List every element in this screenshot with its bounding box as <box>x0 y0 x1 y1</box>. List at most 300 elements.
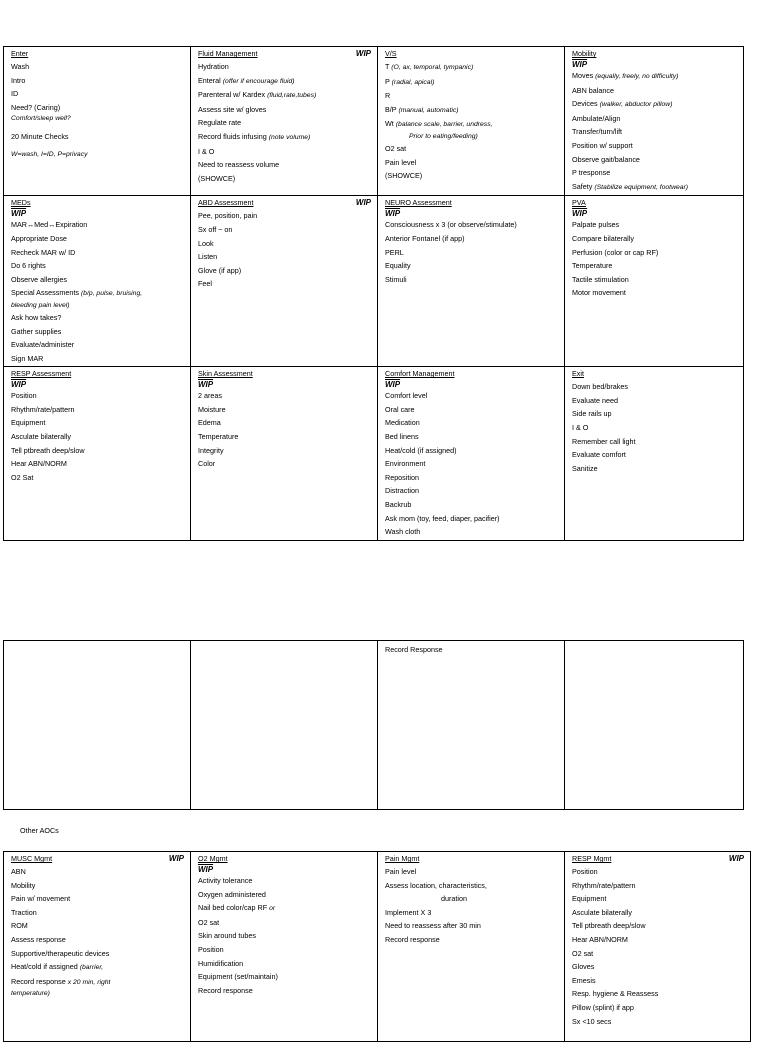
checklist-item-text: I & O <box>572 423 589 433</box>
checklist-item <box>385 444 558 458</box>
checklist-item <box>385 75 558 90</box>
checklist-item <box>198 264 371 278</box>
other-aocs-heading: Other AOCs <box>20 826 59 835</box>
checklist-item-text: Bed linens <box>385 432 419 442</box>
checklist-item-note: (barrier, <box>79 964 104 972</box>
checklist-item-text: Evaluate/administer <box>11 340 75 350</box>
checklist-item-text: Need? (Caring) <box>11 102 61 112</box>
blank-cell-record-response <box>378 641 565 810</box>
checklist-item <box>572 906 744 920</box>
checklist-item <box>198 116 371 130</box>
checklist-item-text: Equipment (set/maintain) <box>198 972 278 982</box>
checklist-item-text: ABN balance <box>572 85 614 95</box>
checklist-item-text: (SHOWCE) <box>198 173 236 183</box>
checklist-item <box>385 933 558 947</box>
checklist-item <box>572 462 737 476</box>
checklist-item-text: Emesis <box>572 975 596 985</box>
card-enter <box>4 47 191 196</box>
checklist-item-text: Heat/cold if assigned <box>11 962 80 972</box>
checklist-item <box>385 142 558 156</box>
checklist-item-text: Comfort level <box>385 391 428 401</box>
checklist-item-text: bleeding pain level) <box>11 301 70 309</box>
checklist-item-text: Integrity <box>198 445 224 455</box>
checklist-item-text: P <box>385 76 392 86</box>
checklist-item-text: Ambulate/Align <box>572 113 621 123</box>
card-vital-signs <box>378 47 565 196</box>
wip-label: WIP <box>728 854 744 863</box>
checklist-item <box>11 416 184 430</box>
wip-label: $\overline{WIP}$ <box>385 380 401 390</box>
checklist-item <box>198 416 371 430</box>
checklist-item-text: I & O <box>198 146 215 156</box>
checklist-item-text: O2 sat <box>198 917 220 927</box>
checklist-item <box>198 957 371 971</box>
checklist-item <box>385 273 558 287</box>
checklist-item-text: Skin around tubes <box>198 931 256 941</box>
checklist-item-text: MAR↔Med↔Expiration <box>11 220 88 230</box>
checklist-item-text: Backrub <box>385 500 412 510</box>
checklist-item-text: Palpate pulses <box>572 220 620 230</box>
checklist-item <box>11 286 184 301</box>
checklist-item-text: Hear ABN/NORM <box>11 459 67 469</box>
checklist-item <box>11 879 184 893</box>
checklist-item-text: Ask how takes? <box>11 312 62 322</box>
card-resp-assessment <box>4 367 191 541</box>
checklist-item-text: Pain level <box>385 867 417 876</box>
checklist-item <box>572 97 737 112</box>
checklist-item-text: Heat/cold (if assigned) <box>385 445 457 455</box>
checklist-item-text: Rhythm/rate/pattern <box>11 404 75 414</box>
blank-cell-2 <box>191 641 378 810</box>
checklist-item <box>385 892 558 906</box>
checklist-item-text: Environment <box>385 459 426 469</box>
card-o2-mgmt <box>191 852 378 1042</box>
card-resp-mgmt <box>565 852 751 1042</box>
checklist-item-note: (offer if encourage fluid) <box>222 77 295 85</box>
checklist-item <box>385 169 558 183</box>
checklist-item <box>198 403 371 417</box>
checklist-item-text: Consciousness x 3 (or observe/stimulate) <box>385 220 517 230</box>
checklist-item <box>11 960 184 975</box>
checklist-item-text: Evaluate need <box>572 395 618 405</box>
checklist-item <box>572 259 737 273</box>
checklist-item <box>11 87 184 101</box>
card-title: Enter <box>11 49 29 58</box>
checklist-item-text: Moves <box>572 71 596 80</box>
checklist-item <box>11 114 184 124</box>
checklist-item <box>385 879 558 893</box>
card-skin-assessment <box>191 367 378 541</box>
checklist-item-text: Position <box>572 867 598 876</box>
checklist-item-text: Hydration <box>198 62 229 71</box>
checklist-item-text: Equipment <box>11 418 46 428</box>
checklist-item-text: Compare bilaterally <box>572 233 634 243</box>
checklist-item-text: Sx <10 secs <box>572 1016 612 1026</box>
checklist-item <box>572 112 737 126</box>
checklist-item-text: Medication <box>385 418 420 428</box>
card-title: V/S <box>385 49 397 58</box>
checklist-item-text: Observe allergies <box>11 274 67 284</box>
checklist-item <box>198 223 371 237</box>
wip-label: WIP <box>168 854 184 863</box>
checklist-item-text: Enteral <box>198 75 223 85</box>
card-exit <box>565 367 744 541</box>
card-meds <box>4 196 191 367</box>
checklist-item <box>11 403 184 417</box>
checklist-item <box>385 403 558 417</box>
checklist-item <box>572 139 737 153</box>
checklist-item-note: x 20 min, right <box>67 978 111 986</box>
checklist-item-text: Look <box>198 238 214 248</box>
checklist-item <box>572 273 737 287</box>
checklist-item-text: Pain w/ movement <box>11 894 71 904</box>
checklist-item-text: Wash <box>11 62 30 71</box>
checklist-item <box>11 130 184 144</box>
checklist-item <box>11 301 184 311</box>
checklist-item <box>11 311 184 325</box>
checklist-item <box>198 130 371 145</box>
checklist-item <box>385 865 558 879</box>
checklist-item-text: Assess site w/ gloves <box>198 104 267 114</box>
card-title: MEDs <box>11 198 31 208</box>
checklist-item <box>198 145 371 159</box>
checklist-item <box>385 218 558 232</box>
checklist-item <box>572 865 744 879</box>
checklist-item <box>572 947 744 961</box>
checklist-item <box>572 933 744 947</box>
checklist-item <box>572 380 737 394</box>
checklist-item <box>198 916 371 930</box>
checklist-item <box>385 498 558 512</box>
checklist-item-text: Listen <box>198 252 218 262</box>
checklist-item-text: Wt <box>385 119 396 129</box>
card-fluid-management <box>191 47 378 196</box>
checklist-item-text: Gloves <box>572 962 595 972</box>
aoc-grid-blank <box>3 640 744 810</box>
checklist-item-text: Assess location, characteristics, <box>385 880 487 890</box>
checklist-item-text: Sanitize <box>572 463 598 473</box>
checklist-item <box>11 471 184 485</box>
checklist-item-note: or <box>269 905 276 913</box>
wip-label: WIP <box>355 198 371 208</box>
checklist-item <box>385 919 558 933</box>
checklist-item-text: Comfort/sleep well? <box>11 115 71 123</box>
checklist-item-text: ABN <box>11 867 26 876</box>
wip-label: $\overline{WIP}$ <box>198 380 214 390</box>
checklist-item <box>572 448 737 462</box>
checklist-item-text: Record response <box>198 985 253 995</box>
checklist-item <box>385 512 558 526</box>
checklist-item <box>385 117 558 132</box>
checklist-item-text: Devices <box>572 99 600 109</box>
checklist-item-text: O2 sat <box>385 143 407 153</box>
checklist-item-text: Asculate bilaterally <box>11 432 71 442</box>
checklist-item-text: Need to reassess after 30 min <box>385 921 481 931</box>
checklist-item <box>198 430 371 444</box>
checklist-item-text: Transfer/turn/lift <box>572 127 623 137</box>
checklist-item <box>11 892 184 906</box>
checklist-item <box>198 389 371 403</box>
checklist-item <box>11 457 184 471</box>
checklist-item <box>198 901 371 916</box>
checklist-item <box>11 101 184 115</box>
checklist-item-text: Oxygen administered <box>198 889 266 899</box>
checklist-item <box>11 273 184 287</box>
checklist-item-text: Safety <box>572 181 595 191</box>
checklist-item-text: Position w/ support <box>572 140 633 150</box>
checklist-item <box>11 947 184 961</box>
checklist-item-text: duration <box>441 894 467 904</box>
checklist-item-text: Evaluate comfort <box>572 450 626 460</box>
checklist-item-text: Mobility <box>11 880 36 890</box>
checklist-item-text: Do 6 rights <box>11 261 46 271</box>
checklist-item <box>11 919 184 933</box>
checklist-item-text: (SHOWCE) <box>385 171 423 181</box>
checklist-item <box>11 60 184 74</box>
checklist-item <box>198 60 371 74</box>
checklist-item <box>11 865 184 879</box>
checklist-item-text: O2 Sat <box>11 472 34 482</box>
checklist-item <box>572 84 737 98</box>
checklist-item-note: (b/p, pulse, bruising, <box>80 290 143 298</box>
checklist-item <box>198 74 371 89</box>
checklist-item-text: Stimuli <box>385 274 407 284</box>
checklist-item <box>572 69 737 84</box>
checklist-item-text: 20 Minute Checks <box>11 132 69 142</box>
checklist-item-note: (O, ax, temporal, tympanic) <box>391 64 474 71</box>
checklist-item <box>198 237 371 251</box>
checklist-item-text: T <box>385 62 392 71</box>
wip-label: $\overline{WIP}$ <box>572 209 588 219</box>
checklist-item-text: Position <box>198 944 224 954</box>
aoc-grid-main <box>3 46 744 541</box>
checklist-item-text: Traction <box>11 907 37 917</box>
checklist-item-text: Remember call light <box>572 436 636 446</box>
card-comfort-management <box>378 367 565 541</box>
checklist-item <box>572 394 737 408</box>
checklist-item-text: Distraction <box>385 486 419 496</box>
checklist-item <box>198 984 371 998</box>
card-pva <box>565 196 744 367</box>
checklist-item <box>11 150 184 160</box>
checklist-item-text: Temperature <box>572 261 613 271</box>
checklist-item-text: Side rails up <box>572 409 612 419</box>
checklist-item-text: PERL <box>385 247 404 257</box>
wip-label: WIP <box>355 49 371 58</box>
card-mobility <box>565 47 744 196</box>
checklist-item <box>572 919 744 933</box>
checklist-item-text: Glove (if app) <box>198 265 242 275</box>
checklist-item-note: (equally, freely, no difficulty) <box>595 73 679 80</box>
checklist-item-text: Anterior Fontanel (if app) <box>385 233 465 243</box>
checklist-item <box>11 933 184 947</box>
checklist-item <box>385 457 558 471</box>
checklist-item-text: Edema <box>198 418 221 428</box>
checklist-item-text: Prior to eating/feeding) <box>409 132 478 140</box>
checklist-item <box>572 1001 744 1015</box>
checklist-item <box>385 259 558 273</box>
checklist-item <box>11 989 184 999</box>
checklist-item <box>572 974 744 988</box>
checklist-item <box>572 987 744 1001</box>
checklist-item <box>11 338 184 352</box>
checklist-item <box>198 88 371 103</box>
checklist-item-text: Moisture <box>198 404 226 414</box>
checklist-item <box>198 277 371 291</box>
card-title: PVA <box>572 198 586 208</box>
checklist-item-note: (manual, automatic) <box>398 106 459 114</box>
checklist-item-note: (walker, abductor pillow) <box>599 101 673 109</box>
checklist-item-text: Nail bed color/cap RF <box>198 903 270 913</box>
checklist-item <box>572 892 744 906</box>
checklist-item <box>385 389 558 403</box>
checklist-item-text: Record fluids infusing <box>198 131 269 141</box>
blank-cell-4 <box>565 641 744 810</box>
checklist-item-text: Assess response <box>11 934 66 944</box>
checklist-item <box>572 218 737 232</box>
card-title: NEURO Assessment <box>385 198 452 208</box>
checklist-item-text: ROM <box>11 921 28 931</box>
checklist-item-text: Appropriate Dose <box>11 233 67 243</box>
checklist-item-note: (fluid,rate,tubes) <box>267 92 317 100</box>
checklist-item <box>572 407 737 421</box>
checklist-item <box>385 906 558 920</box>
checklist-item-text: Color <box>198 459 216 469</box>
checklist-item-text: Parenteral w/ Kardex <box>198 90 268 100</box>
blank-cell-1 <box>4 641 191 810</box>
checklist-item <box>572 421 737 435</box>
checklist-item <box>11 246 184 260</box>
checklist-item-note: (note volume) <box>268 133 311 141</box>
wip-label: $\overline{WIP}$ <box>572 60 588 69</box>
checklist-item-text: Observe gait/balance <box>572 154 640 164</box>
wip-label: $\overline{WIP}$ <box>11 380 27 390</box>
checklist-item-text: Ask mom (toy, feed, diaper, pacifier) <box>385 513 500 523</box>
checklist-item-text: Tell ptbreath deep/slow <box>572 921 646 931</box>
checklist-item <box>11 906 184 920</box>
checklist-item <box>572 435 737 449</box>
checklist-item-text: Pain level <box>385 157 417 167</box>
checklist-item-text: Humidification <box>198 958 244 968</box>
checklist-item-text: Activity tolerance <box>198 876 253 885</box>
checklist-item <box>572 246 737 260</box>
checklist-item-text: Need to reassess volume <box>198 160 280 170</box>
checklist-item-text: Tactile stimulation <box>572 274 629 284</box>
card-title: Fluid Management <box>198 49 258 58</box>
checklist-item <box>11 74 184 88</box>
checklist-item-text: Resp. hygiene & Reassess <box>572 989 659 999</box>
checklist-item <box>385 60 558 75</box>
checklist-item <box>385 471 558 485</box>
checklist-item-text: P tresponse <box>572 168 611 178</box>
checklist-item <box>572 180 737 195</box>
checklist-item-text: Rhythm/rate/pattern <box>572 880 636 890</box>
checklist-item <box>385 525 558 539</box>
wip-label: $\overline{WIP}$ <box>385 209 401 219</box>
checklist-item <box>385 132 558 142</box>
checklist-item-text: Gather supplies <box>11 326 62 336</box>
record-response-label: Record Response <box>385 645 443 654</box>
card-title: RESP Mgmt <box>572 854 612 863</box>
checklist-item <box>572 166 737 180</box>
wip-label: $\overline{WIP}$ <box>11 209 27 219</box>
checklist-item-text: Regulate rate <box>198 118 242 128</box>
checklist-item <box>198 457 371 471</box>
checklist-item <box>198 888 371 902</box>
checklist-item <box>198 929 371 943</box>
checklist-item-text: R <box>385 91 391 101</box>
checklist-item-text: Down bed/brakes <box>572 382 628 392</box>
checklist-item <box>198 209 371 223</box>
checklist-item <box>198 970 371 984</box>
checklist-item-text: Oral care <box>385 404 415 414</box>
checklist-item-text: Pee, position, pain <box>198 211 258 221</box>
checklist-item-text: Asculate bilaterally <box>572 907 632 917</box>
checklist-item <box>198 250 371 264</box>
checklist-item <box>572 1015 744 1029</box>
checklist-item-text: Equipment <box>572 894 607 904</box>
card-title: O2 Mgmt <box>198 854 228 863</box>
checklist-item <box>11 232 184 246</box>
checklist-item-text: Pillow (splint) if app <box>572 1002 634 1012</box>
checklist-item <box>198 943 371 957</box>
card-neuro-assessment <box>378 196 565 367</box>
checklist-item-text: Intro <box>11 75 26 85</box>
checklist-item-text: Reposition <box>385 472 419 482</box>
checklist-item-text: Record response <box>385 934 440 944</box>
checklist-item <box>572 286 737 300</box>
checklist-item-text: O2 sat <box>572 948 594 958</box>
checklist-item <box>198 874 371 888</box>
checklist-item <box>11 430 184 444</box>
card-title: Skin Assessment <box>198 369 253 379</box>
checklist-item-text: Record response <box>11 976 68 986</box>
checklist-item-text: Sign MAR <box>11 353 44 363</box>
checklist-item <box>572 879 744 893</box>
card-title: Pain Mgmt <box>385 854 420 863</box>
card-title: Comfort Management <box>385 369 455 379</box>
checklist-item <box>385 232 558 246</box>
card-musc-mgmt <box>4 852 191 1042</box>
checklist-item-note: (radial, apical) <box>391 78 435 86</box>
checklist-item <box>11 444 184 458</box>
checklist-item-text: Motor movement <box>572 288 626 298</box>
card-pain-mgmt <box>378 852 565 1042</box>
checklist-item <box>11 325 184 339</box>
card-title: RESP Assessment <box>11 369 72 379</box>
card-abd-assessment <box>191 196 378 367</box>
checklist-item <box>385 103 558 118</box>
aoc-grid-other <box>3 851 751 1042</box>
checklist-item <box>11 218 184 232</box>
checklist-item-text: Tell ptbreath deep/slow <box>11 445 85 455</box>
checklist-item <box>11 975 184 990</box>
checklist-item <box>385 156 558 170</box>
checklist-item-text: Equality <box>385 261 411 271</box>
checklist-item-note: (balance scale, barrier, undress, <box>395 121 493 129</box>
card-title: MUSC Mgmt <box>11 854 53 863</box>
checklist-item-text: B/P <box>385 104 399 114</box>
checklist-item <box>198 103 371 117</box>
checklist-item-text: W=wash, I=ID, P=privacy <box>11 150 88 158</box>
checklist-item <box>198 444 371 458</box>
checklist-item <box>385 416 558 430</box>
checklist-item-text: Sx off ~ on <box>198 224 233 234</box>
checklist-item <box>572 232 737 246</box>
checklist-item-note: (Stabilize equipment, footwear) <box>594 183 689 191</box>
checklist-item <box>572 960 744 974</box>
card-title: Exit <box>572 369 584 379</box>
